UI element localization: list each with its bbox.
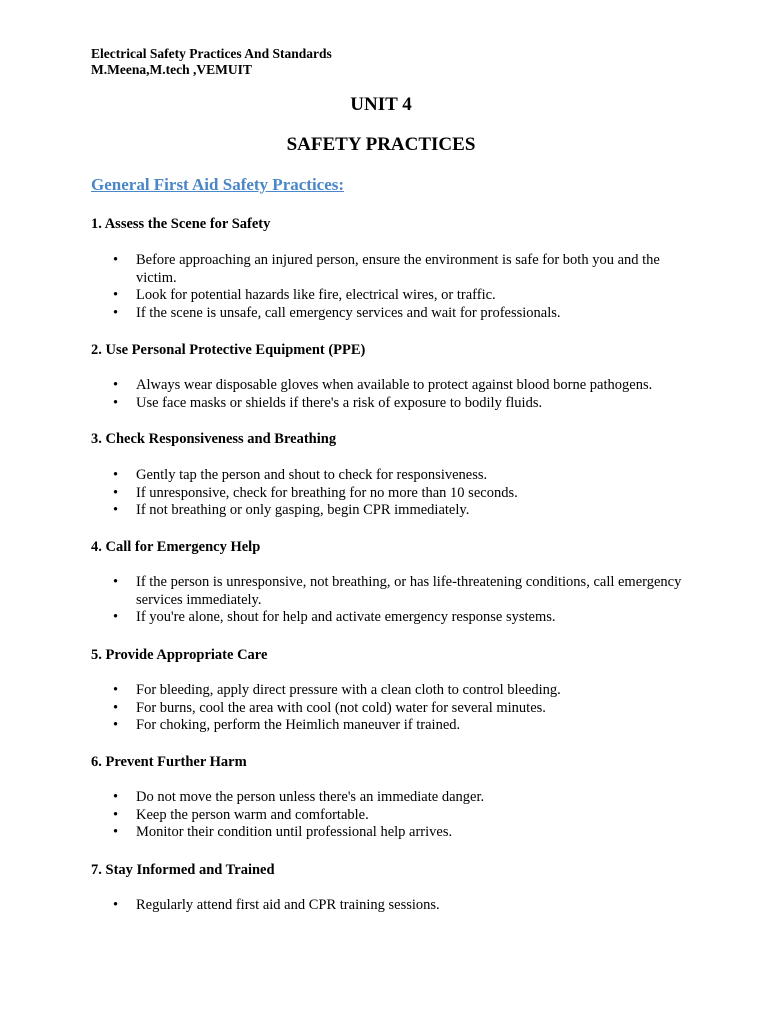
bullet-list-3: [91, 467, 691, 520]
header-course-title: Electrical Safety Practices And Standards: [91, 46, 332, 61]
list-item: • Gently tap the person and shout to check for responsiveness.: [91, 467, 691, 485]
list-item: • Regularly attend first aid and CPR training sessions.: [91, 897, 691, 915]
section-heading: General First Aid Safety Practices:: [91, 175, 345, 194]
item-heading-5: 5. Provide Appropriate Care: [91, 647, 268, 663]
unit-title: UNIT 4: [350, 94, 412, 115]
item-heading-1: 1. Assess the Scene for Safety: [91, 216, 271, 232]
item-heading-4: 4. Call for Emergency Help: [91, 539, 261, 555]
list-item: • Look for potential hazards like fire, electrical wires, or traffic.: [91, 287, 691, 305]
item-heading-3: 3. Check Responsiveness and Breathing: [91, 431, 337, 447]
list-item: • For burns, cool the area with cool (not cold) water for several minutes.: [91, 700, 691, 718]
list-item: • Do not move the person unless there's an immediate danger.: [91, 789, 691, 807]
list-item: • For choking, perform the Heimlich maneuver if trained.: [91, 717, 691, 735]
list-item: • Always wear disposable gloves when available to protect against blood borne pathogens.: [91, 377, 691, 395]
header-author: M.Meena,M.tech ,VEMUIT: [91, 62, 252, 77]
list-item: • If the scene is unsafe, call emergency services and wait for professionals.: [91, 305, 691, 323]
bullet-list-6: [91, 789, 691, 842]
list-item: • Use face masks or shields if there's a risk of exposure to bodily fluids.: [91, 395, 691, 413]
list-item: • Monitor their condition until professional help arrives.: [91, 824, 691, 842]
list-item: • If the person is unresponsive, not breathing, or has life-threatening conditions, call emergency services immediately.: [91, 574, 691, 609]
item-heading-6: 6. Prevent Further Harm: [91, 754, 247, 770]
bullet-list-4: [91, 574, 691, 627]
list-item: • If unresponsive, check for breathing for no more than 10 seconds.: [91, 485, 691, 503]
bullet-list-1: [91, 252, 691, 323]
list-item: • Before approaching an injured person, ensure the environment is safe for both you and the victim.: [91, 252, 691, 287]
bullet-list-2: [91, 377, 691, 412]
document-header: [91, 46, 332, 78]
item-heading-7: 7. Stay Informed and Trained: [91, 862, 275, 878]
list-item: • If not breathing or only gasping, begin CPR immediately.: [91, 502, 691, 520]
list-item: • Keep the person warm and comfortable.: [91, 807, 691, 825]
bullet-list-7: [91, 897, 691, 915]
list-item: • For bleeding, apply direct pressure with a clean cloth to control bleeding.: [91, 682, 691, 700]
list-item: • If you're alone, shout for help and activate emergency response systems.: [91, 609, 691, 627]
item-heading-2: 2. Use Personal Protective Equipment (PPE): [91, 342, 366, 358]
bullet-list-5: [91, 682, 691, 735]
page-title: SAFETY PRACTICES: [286, 134, 476, 155]
